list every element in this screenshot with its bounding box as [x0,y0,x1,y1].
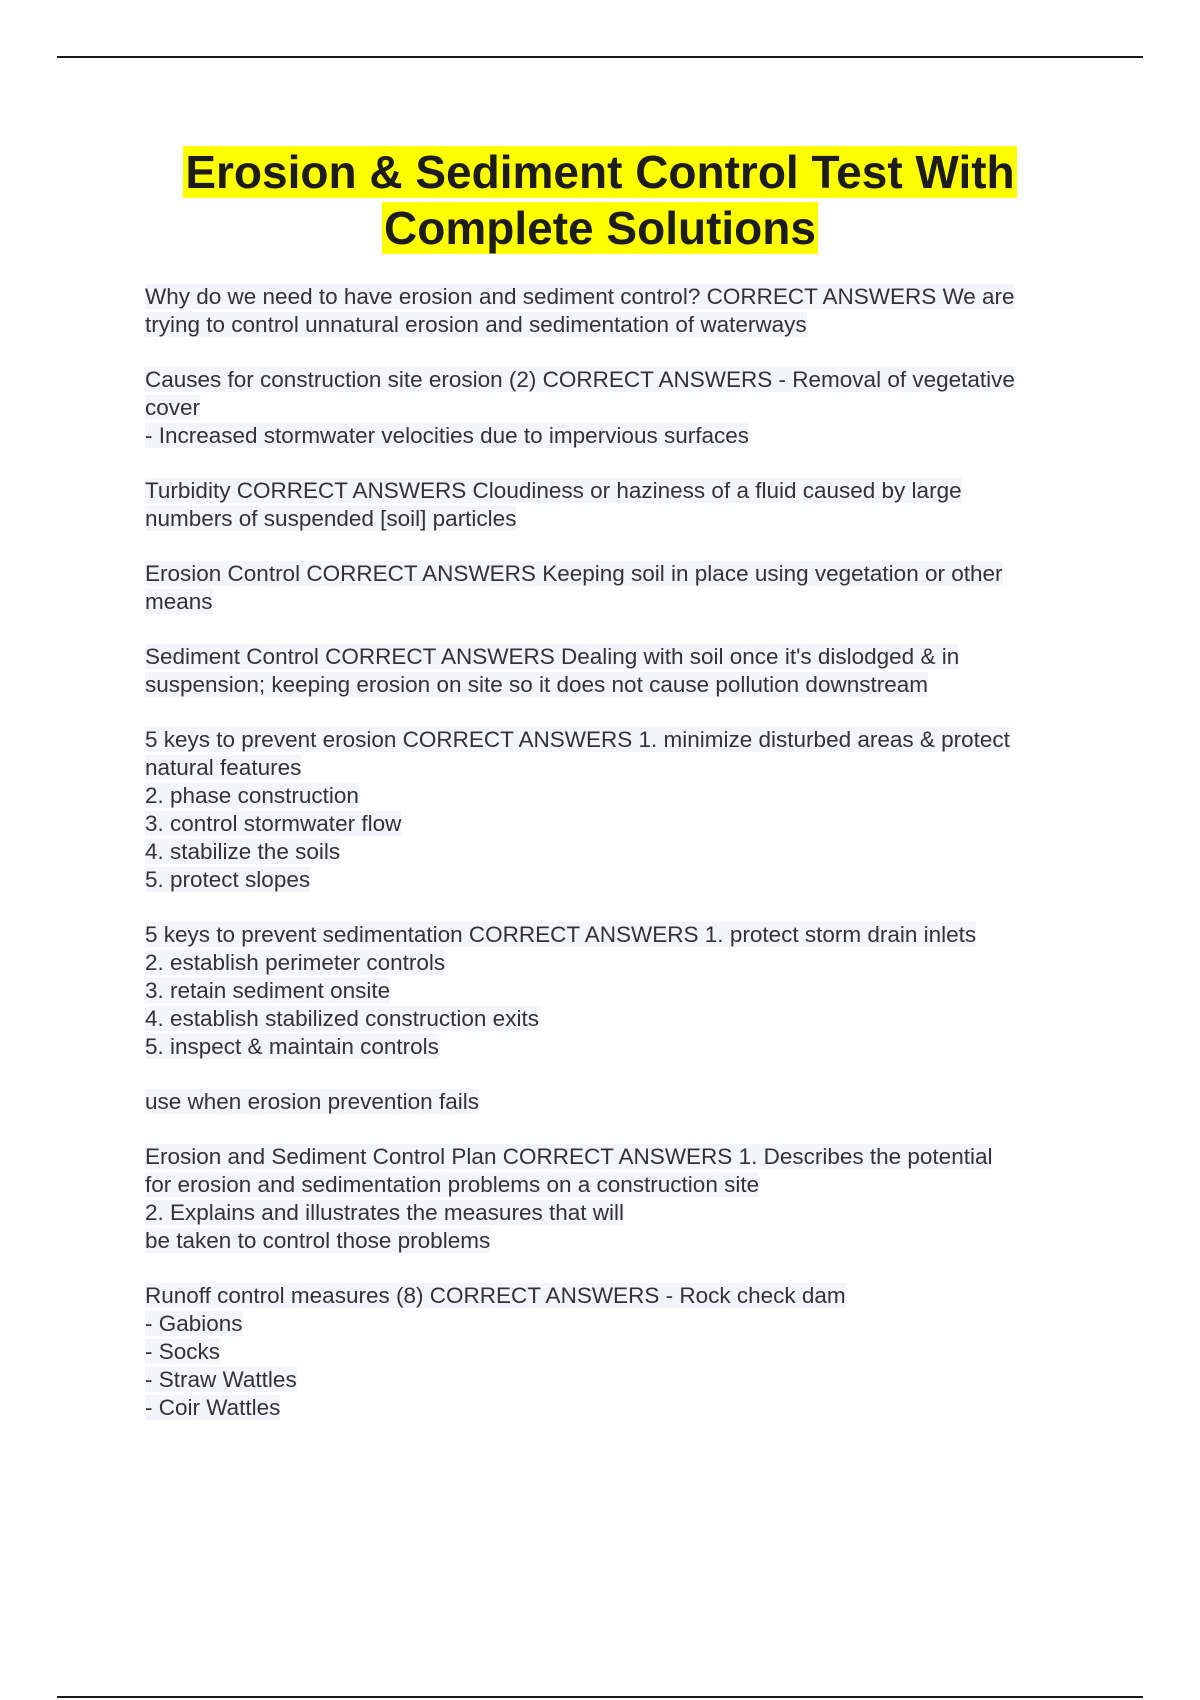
title-line-2: Complete Solutions [384,202,816,254]
qa-line [145,1199,1090,1227]
qa-line [145,671,1090,699]
qa-line-text: 2. phase construction [145,783,359,808]
qa-line-text: 3. retain sediment onsite [145,978,391,1003]
qa-line-text: 5 keys to prevent erosion CORRECT ANSWERS 1. minimize disturbed areas & protect [145,727,1010,752]
qa-line-text: - Straw Wattles [145,1367,297,1392]
qa-block [145,477,1090,533]
qa-line-text: - Increased stormwater velocities due to impervious surfaces [145,423,749,448]
qa-line [145,643,1090,671]
document-title [100,144,1100,256]
qa-line-text: 3. control stormwater flow [145,811,402,836]
qa-line-text: natural features [145,755,302,780]
qa-line-text: numbers of suspended [soil] particles [145,506,517,531]
qa-line [145,1394,1090,1422]
qa-line [145,1033,1090,1061]
qa-line [145,560,1090,588]
qa-block [145,1282,1090,1422]
qa-line-text: 5. protect slopes [145,867,311,892]
qa-line-text: - Coir Wattles [145,1395,281,1420]
qa-line-text: - Gabions [145,1311,243,1336]
qa-line [145,477,1090,505]
qa-line-text: Why do we need to have erosion and sediment control? CORRECT ANSWERS We are [145,284,1015,309]
qa-line [145,366,1090,394]
qa-line-text: means [145,589,213,614]
qa-block [145,1143,1090,1255]
qa-line [145,422,1090,450]
qa-line [145,977,1090,1005]
qa-line [145,1088,1090,1116]
qa-line [145,782,1090,810]
qa-line [145,810,1090,838]
qa-line [145,1310,1090,1338]
qa-line [145,754,1090,782]
title-line-1: Erosion & Sediment Control Test With [185,146,1015,198]
qa-line [145,1143,1090,1171]
qa-block [145,643,1090,699]
qa-line [145,505,1090,533]
qa-line-text: trying to control unnatural erosion and sedimentation of waterways [145,312,807,337]
qa-line [145,283,1090,311]
qa-line-text: for erosion and sedimentation problems on a construction site [145,1172,760,1197]
qa-line [145,1227,1090,1255]
qa-block [145,560,1090,616]
qa-line [145,866,1090,894]
header-rule [57,56,1143,58]
qa-block [145,921,1090,1061]
qa-line-text: use when erosion prevention fails [145,1089,479,1114]
qa-line-text: Sediment Control CORRECT ANSWERS Dealing with soil once it's dislodged & in [145,644,960,669]
qa-line [145,588,1090,616]
qa-line-text: be taken to control those problems [145,1228,491,1253]
qa-line-text: 5. inspect & maintain controls [145,1034,439,1059]
qa-block [145,283,1090,339]
qa-line-text: 2. establish perimeter controls [145,950,446,975]
qa-content [145,283,1090,1449]
qa-line-text: Causes for construction site erosion (2) CORRECT ANSWERS - Removal of vegetative [145,367,1015,392]
qa-line-text: 2. Explains and illustrates the measures that will [145,1200,624,1225]
qa-line-text: Erosion and Sediment Control Plan CORRECT ANSWERS 1. Describes the potential [145,1144,993,1169]
qa-line [145,1338,1090,1366]
qa-line [145,311,1090,339]
qa-block [145,726,1090,894]
qa-line-text: 4. stabilize the soils [145,839,341,864]
qa-line-text: cover [145,395,201,420]
qa-line [145,921,1090,949]
qa-line [145,838,1090,866]
footer-rule [57,1696,1143,1698]
qa-block [145,366,1090,450]
qa-line [145,726,1090,754]
qa-block [145,1088,1090,1116]
qa-line-text: Runoff control measures (8) CORRECT ANSWERS - Rock check dam [145,1283,846,1308]
qa-line-text: 5 keys to prevent sedimentation CORRECT ANSWERS 1. protect storm drain inlets [145,922,977,947]
qa-line-text: suspension; keeping erosion on site so it does not cause pollution downstream [145,672,928,697]
qa-line-text: Erosion Control CORRECT ANSWERS Keeping soil in place using vegetation or other [145,561,1003,586]
qa-line-text: - Socks [145,1339,221,1364]
qa-line [145,1171,1090,1199]
qa-line [145,1005,1090,1033]
qa-line-text: 4. establish stabilized construction exits [145,1006,539,1031]
qa-line-text: Turbidity CORRECT ANSWERS Cloudiness or haziness of a fluid caused by large [145,478,962,503]
qa-line [145,1366,1090,1394]
qa-line [145,949,1090,977]
qa-line [145,1282,1090,1310]
qa-line [145,394,1090,422]
